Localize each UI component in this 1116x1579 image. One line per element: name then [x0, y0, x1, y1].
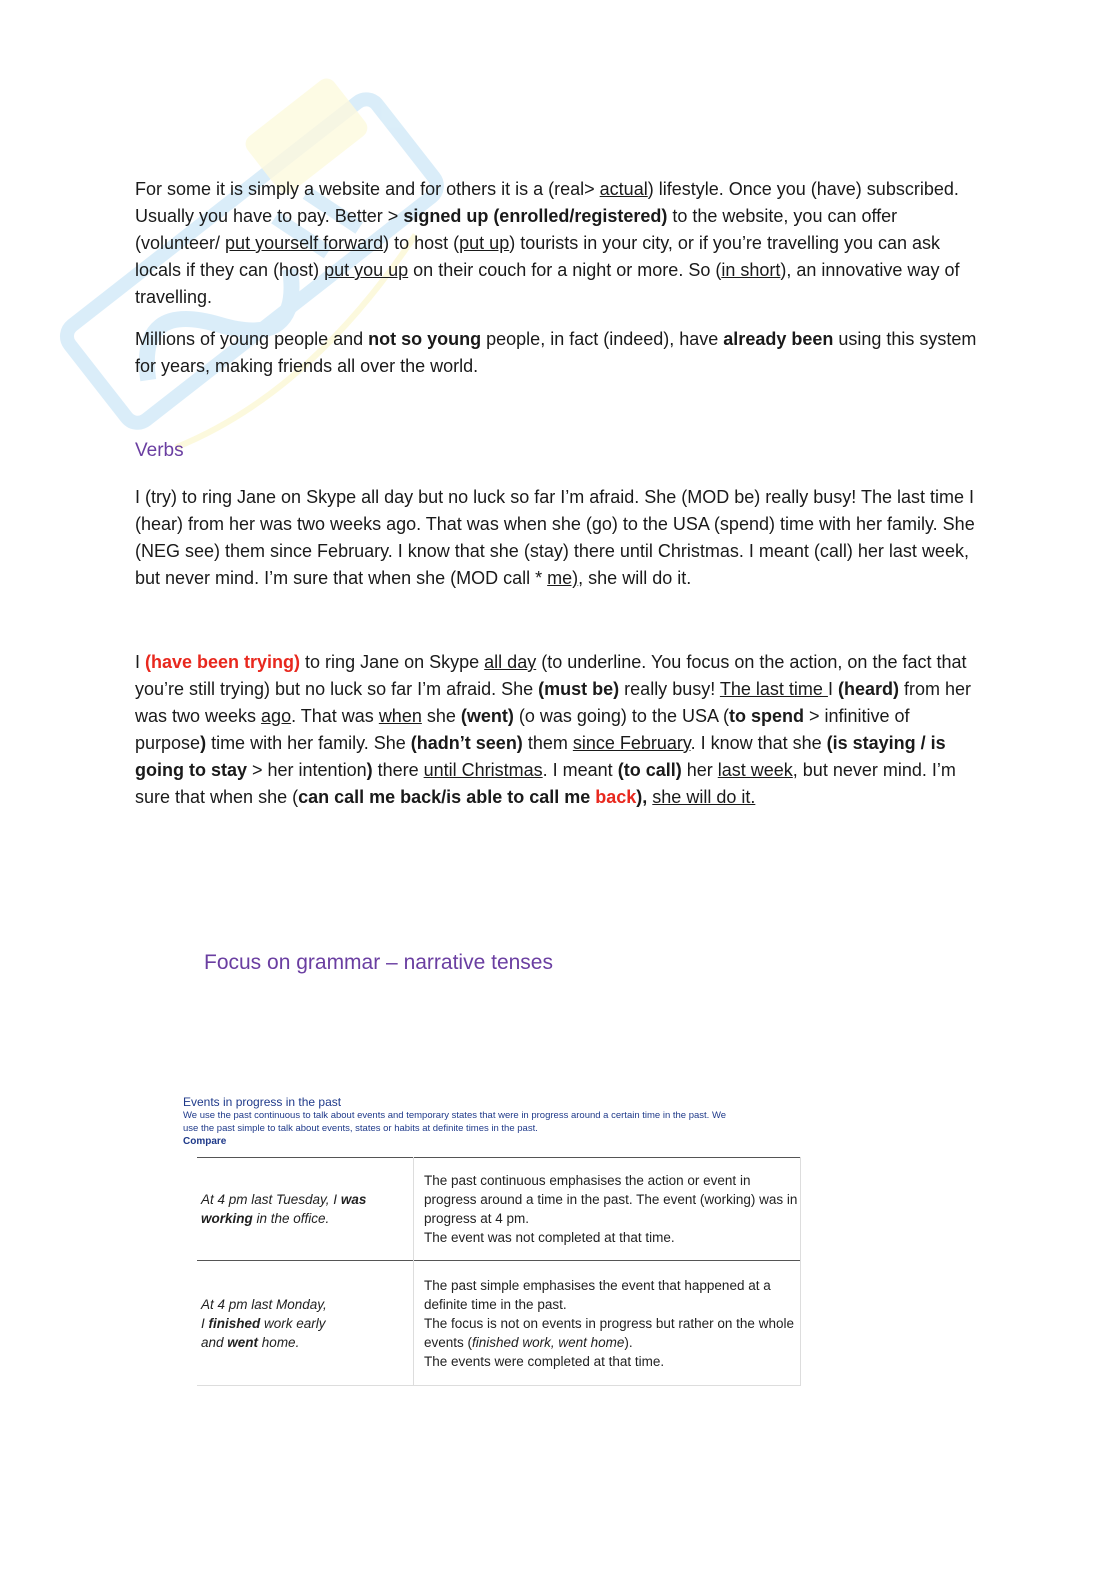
- bold-text: (must be): [538, 679, 620, 699]
- explanation-line: The past continuous emphasises the action or event in progress around a time in the past. The event (working) was in progress at 4 pm.: [424, 1173, 798, 1226]
- underlined-text: put yourself forward: [225, 233, 384, 253]
- bold-text: finished: [208, 1315, 261, 1331]
- bold-text: (went): [460, 706, 514, 726]
- bold-text: (have been trying): [145, 652, 301, 672]
- bold-text: (heard): [837, 679, 899, 699]
- table-description: We use the past continuous to talk about events and temporary states that were in progress around a certain time in the past. We use the past simple to talk about events, states or habits at definite times in the past.: [183, 1110, 727, 1134]
- explanation-cell: [414, 1158, 801, 1261]
- explanation-cell: [414, 1261, 801, 1386]
- table-row: [197, 1261, 801, 1386]
- grammar-comparison-table: [197, 1157, 801, 1386]
- underlined-text: put you up: [324, 260, 409, 280]
- bold-text: not so young: [368, 329, 482, 349]
- explanation-line: The past simple emphasises the event that happened at a definite time in the past.: [424, 1277, 771, 1312]
- underlined-text: me): [547, 568, 579, 588]
- underlined-text: until Christmas: [423, 760, 543, 780]
- underlined-text: when: [378, 706, 422, 726]
- underlined-text: she will do it.: [652, 787, 756, 807]
- underlined-text: in short: [721, 260, 781, 280]
- underlined-text: since February: [572, 733, 691, 753]
- bold-text: went: [227, 1334, 259, 1350]
- example-cell: At 4 pm last Tuesday, I was working in the office.: [197, 1158, 414, 1261]
- bold-text: back: [595, 787, 637, 807]
- millions-paragraph: Millions of young people and not so young people, in fact (indeed), have already been using this system for years, making friends all over the world.: [135, 329, 977, 376]
- explanation-line: The event was not completed at that time.: [424, 1230, 675, 1245]
- verbs-answer-paragraph: I (have been trying) to ring Jane on Skype all day (to underline. You focus on the action, on the fact that you’re still trying) but no luck so far I’m afraid. She (must be) really busy! The last time I (heard) from her was two weeks ago. That was when she (went) (o was going) to the USA (to spend > infinitive of purpose) time with her family. She (hadn’t seen) them since February. I know that she (is staying / is going to stay > her intention) there until Christmas. I meant (to call) her last week, but never mind. I’m sure that when she (can call me back/is able to call me back), she will do it.: [135, 652, 971, 807]
- bold-text: (is staying / is going to stay: [135, 733, 946, 780]
- table-title: Events in progress in the past: [183, 1095, 342, 1109]
- underlined-text: The last time: [719, 679, 828, 699]
- intro-paragraph: For some it is simply a website and for others it is a (real> actual) lifestyle. Once you (have) subscribed. Usually you have to pay. Better > signed up (enrolled/registered) to the website, you can offer (volunteer/ put yourself forward) to host (put up) tourists in your city, or if you’re travelling you can ask locals if they can (host) put you up on their couch for a night or more. So (in short), an innovative way of travelling.: [135, 179, 960, 307]
- grammar-table-header: [183, 1096, 743, 1148]
- underlined-text: put up: [459, 233, 510, 253]
- compare-label: Compare: [183, 1136, 227, 1147]
- underlined-text: last week: [717, 760, 793, 780]
- verbs-exercise-paragraph: I (try) to ring Jane on Skype all day but no luck so far I’m afraid. She (MOD be) really busy! The last time I (hear) from her was two weeks ago. That was when she (go) to the USA (spend) time with her family. She (NEG see) them since February. I know that she (stay) there until Christmas. I meant (call) her last week, but never mind. I’m sure that when she (MOD call * me), she will do it.: [135, 487, 975, 588]
- bold-text: was working: [201, 1192, 367, 1226]
- explanation-line: The focus is not on events in progress but rather on the whole events (finished work, went home).: [424, 1315, 794, 1350]
- bold-text: signed up (enrolled/registered): [403, 206, 668, 226]
- explanation-line: The events were completed at that time.: [424, 1353, 665, 1369]
- bold-text: ): [366, 760, 373, 780]
- underlined-text: actual: [599, 179, 648, 199]
- example-cell: At 4 pm last Monday, I finished work early and went home.: [197, 1261, 414, 1386]
- table-row: [197, 1158, 801, 1261]
- bold-text: to spend: [728, 706, 804, 726]
- bold-text: (to call): [617, 760, 682, 780]
- bold-text: can call me back/is able to call me: [298, 787, 596, 807]
- underlined-text: ago: [261, 706, 292, 726]
- bold-text: ): [200, 733, 207, 753]
- italic-text: finished work, went home: [472, 1334, 625, 1350]
- underlined-text: all day: [484, 652, 537, 672]
- bold-text: already been: [723, 329, 834, 349]
- focus-on-grammar-heading: Focus on grammar – narrative tenses: [204, 951, 553, 974]
- bold-text: ),: [636, 787, 648, 807]
- bold-text: (hadn’t seen): [410, 733, 523, 753]
- verbs-heading: Verbs: [135, 440, 184, 461]
